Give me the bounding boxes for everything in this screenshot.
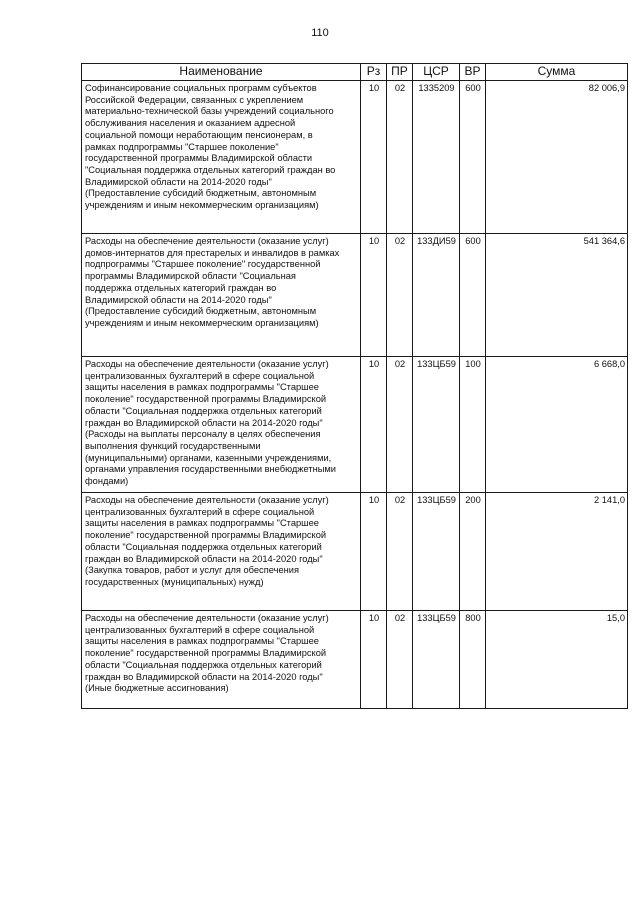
page-number: 110 — [311, 27, 329, 39]
name-line: органами управления государственными внебюджетными — [85, 464, 336, 475]
name-line: (муниципальными) органами, казенными учреждениями, — [85, 452, 332, 463]
cell-name — [82, 493, 361, 611]
budget-table — [81, 63, 628, 709]
name-line: Владимирской области на 2014-2020 годы" — [85, 176, 272, 187]
cell-rz: 10 — [361, 81, 387, 234]
name-line: программы Владимирской области "Социальная — [85, 271, 296, 282]
cell-csr: 1335209 — [413, 81, 460, 234]
cell-csr: 133ЦБ59 — [413, 357, 460, 493]
cell-pr: 02 — [387, 611, 413, 709]
name-line: области "Социальная поддержка отдельных категорий — [85, 405, 322, 416]
cell-pr: 02 — [387, 493, 413, 611]
table-row — [82, 357, 628, 493]
name-line: рамках подпрограммы "Старшее поколение" — [85, 141, 279, 152]
cell-name — [82, 81, 361, 234]
name-line: (Закупка товаров, работ и услуг для обеспечения — [85, 565, 299, 576]
name-line: учреждениям и иным некоммерческим организациям) — [85, 200, 319, 211]
cell-csr: 133ЦБ59 — [413, 611, 460, 709]
table-row — [82, 234, 628, 357]
name-line: Расходы на обеспечение деятельности (оказание услуг) — [85, 359, 329, 369]
name-line: граждан во Владимирской области на 2014-2020 годы" — [85, 553, 323, 564]
name-line: Российской Федерации, связанных с укреплением — [85, 94, 304, 105]
cell-sum: 82 006,9 — [486, 81, 628, 234]
name-line: (Предоставление субсидий бюджетным, автономным — [85, 306, 317, 317]
cell-pr: 02 — [387, 357, 413, 493]
name-line: (Расходы на выплаты персоналу в целях обеспечения — [85, 429, 321, 440]
name-line: защиты населения в рамках подпрограммы "Старшее — [85, 382, 319, 393]
header-csr: ЦСР — [413, 64, 460, 81]
name-line: области "Социальная поддержка отдельных категорий — [85, 659, 322, 670]
cell-sum: 6 668,0 — [486, 357, 628, 493]
cell-rz: 10 — [361, 611, 387, 709]
name-line: Владимирской области на 2014-2020 годы" — [85, 294, 272, 305]
name-line: учреждениям и иным некоммерческим организациям) — [85, 317, 319, 328]
name-line: централизованных бухгалтерий в сфере социальной — [85, 506, 315, 517]
cell-sum: 2 141,0 — [486, 493, 628, 611]
name-line: материально-технической базы учреждений социального — [85, 106, 334, 117]
name-line: централизованных бухгалтерий в сфере социальной — [85, 370, 315, 381]
name-line: защиты населения в рамках подпрограммы "Старшее — [85, 636, 319, 647]
name-line: граждан во Владимирской области на 2014-2020 годы" — [85, 671, 323, 682]
name-line: (Иные бюджетные ассигнования) — [85, 683, 229, 694]
name-line: Расходы на обеспечение деятельности (оказание услуг) — [85, 613, 329, 623]
cell-csr: 133ЦБ59 — [413, 493, 460, 611]
header-sum: Сумма — [486, 64, 628, 81]
table-body — [82, 81, 628, 709]
name-line: обслуживания населения и оказанием адресной — [85, 118, 296, 129]
cell-pr: 02 — [387, 234, 413, 357]
name-line: граждан во Владимирской области на 2014-2020 годы" — [85, 417, 323, 428]
name-line: Софинансирование социальных программ субъектов — [85, 83, 317, 93]
cell-rz: 10 — [361, 357, 387, 493]
cell-name — [82, 234, 361, 357]
name-line: государственной программы Владимирской области — [85, 153, 313, 164]
cell-vr: 200 — [460, 493, 486, 611]
table-row — [82, 611, 628, 709]
header-pr: ПР — [387, 64, 413, 81]
cell-name — [82, 357, 361, 493]
name-line: поколение" государственной программы Владимирской — [85, 648, 327, 659]
name-line: выполнения функций государственными — [85, 440, 261, 451]
name-line: "Социальная поддержка отдельных категорий граждан во — [85, 164, 336, 175]
name-line: поколение" государственной программы Владимирской — [85, 394, 327, 405]
name-line: подпрограммы "Старшее поколение" государственной — [85, 259, 321, 270]
name-line: защиты населения в рамках подпрограммы "Старшее — [85, 518, 319, 529]
table-header-row — [82, 64, 628, 81]
name-line: домов-интернатов для престарелых и инвалидов в рамках — [85, 247, 340, 258]
header-rz: Рз — [361, 64, 387, 81]
name-line: поддержка отдельных категорий граждан во — [85, 282, 277, 293]
name-line: централизованных бухгалтерий в сфере социальной — [85, 624, 315, 635]
name-line: Расходы на обеспечение деятельности (оказание услуг) — [85, 236, 329, 246]
name-line: государственных (муниципальных) нужд) — [85, 576, 264, 587]
header-vr: ВР — [460, 64, 486, 81]
cell-vr: 800 — [460, 611, 486, 709]
cell-rz: 10 — [361, 493, 387, 611]
cell-csr: 133ДИ59 — [413, 234, 460, 357]
name-line: Расходы на обеспечение деятельности (оказание услуг) — [85, 495, 329, 505]
name-line: поколение" государственной программы Владимирской — [85, 530, 327, 541]
table-row — [82, 81, 628, 234]
name-line: социальной помощи неработающим пенсионерам, в — [85, 129, 313, 140]
name-line: области "Социальная поддержка отдельных категорий — [85, 541, 322, 552]
name-line: (Предоставление субсидий бюджетным, автономным — [85, 188, 317, 199]
name-line: фондами) — [85, 476, 129, 487]
cell-vr: 100 — [460, 357, 486, 493]
cell-rz: 10 — [361, 234, 387, 357]
header-name: Наименование — [82, 64, 361, 81]
cell-sum: 541 364,6 — [486, 234, 628, 357]
cell-name — [82, 611, 361, 709]
cell-vr: 600 — [460, 81, 486, 234]
cell-pr: 02 — [387, 81, 413, 234]
cell-sum: 15,0 — [486, 611, 628, 709]
cell-vr: 600 — [460, 234, 486, 357]
table-row — [82, 493, 628, 611]
